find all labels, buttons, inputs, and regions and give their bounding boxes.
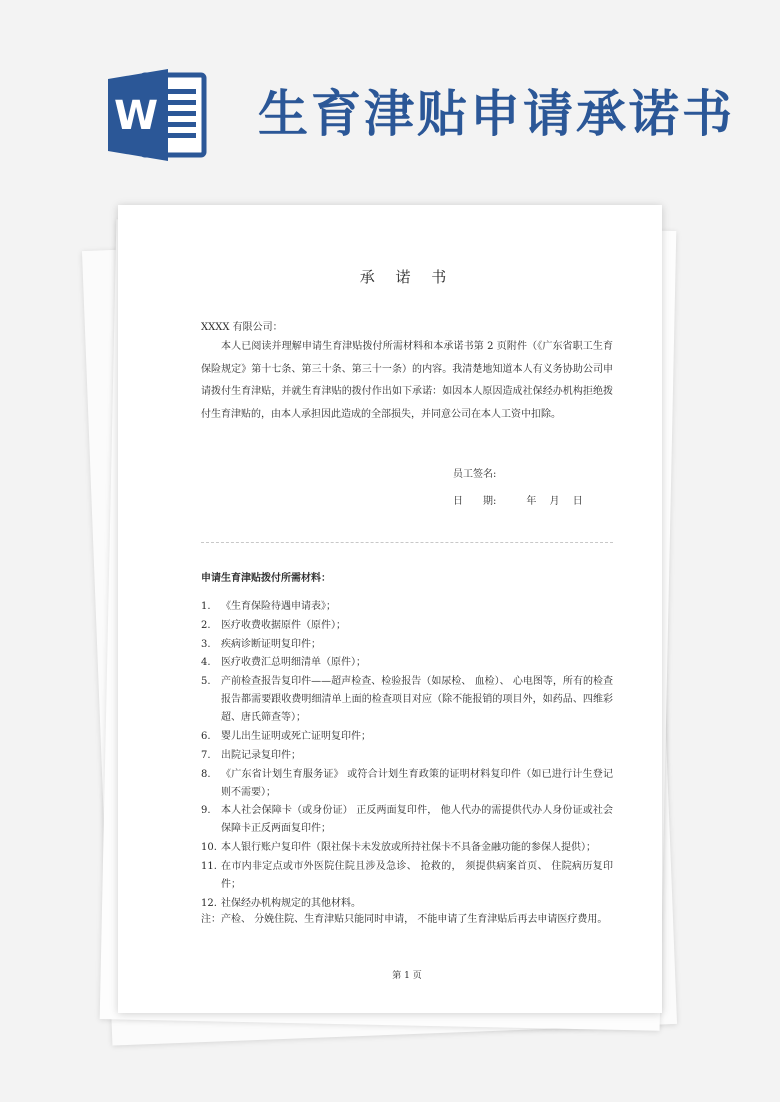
document-title: 承 诺 书 xyxy=(359,268,455,286)
list-item: 6. 婴儿出生证明或死亡证明复印件； xyxy=(201,730,371,742)
list-item: 8. 《广东省计划生育服务证》 或符合计划生育政策的证明材料复印件（如已进行计生登记则不需要）； xyxy=(201,768,613,798)
materials-heading: 申请生育津贴拨付所需材料： xyxy=(201,573,331,584)
addressee: XXXX 有限公司： xyxy=(201,322,283,333)
materials-list xyxy=(201,598,613,914)
list-item: 10. 本人银行账户复印件（限社保卡未发放或所持社保卡不具备金融功能的参保人提供）； xyxy=(201,842,596,854)
commitment-paragraph: 本人已阅读并理解申请生育津贴拨付所需材料和本承诺书第 2 页附件（《广东省职工生育保险规定》第十七条、第三十条、第三十一条）的内容。我清楚地知道本人有义务协助公司申请拨付生育津贴，并就生育津贴的拨付作出如下承诺：如因本人原因造成社保经办机构拒绝拨付生育津贴的，由本人承担因此造成的全部损失，并同意公司在本人工资中扣除。 xyxy=(201,341,613,420)
signature-block xyxy=(453,461,583,515)
word-document-icon xyxy=(108,69,208,161)
page-title: 生育津贴申请承诺书 xyxy=(258,85,735,143)
list-item: 3. 疾病诊断证明复印件； xyxy=(201,638,321,650)
list-item: 5. 产前检查报告复印件——超声检查、检验报告（如尿检、 血检）、 心电图等，所有的检查报告都需要跟收费明细清单上面的检查项目对应（除不能报销的项目外，如药品、四维彩超、唐氏筛查等）； xyxy=(201,676,613,724)
list-item: 9. 本人社会保障卡（或身份证） 正反两面复印件， 他人代办的需提供代办人身份证或社会保障卡正反两面复印件； xyxy=(201,805,613,835)
list-item: 11. 在市内非定点或市外医院住院且涉及急诊、 抢救的， 须提供病案首页、 住院病历复印件； xyxy=(201,860,613,890)
note: 注：产检、 分娩住院、生育津贴只能同时申请， 不能申请了生育津贴后再去申请医疗费用。 xyxy=(201,914,608,925)
list-item: 2. 医疗收费收据原件（原件）； xyxy=(201,619,346,631)
list-item: 12. 社保经办机构规定的其他材料。 xyxy=(201,897,361,909)
list-item: 7. 出院记录复印件； xyxy=(201,749,301,761)
page-number: 第 1 页 xyxy=(392,971,422,981)
list-item: 4. 医疗收费汇总明细清单（原件）； xyxy=(201,657,366,669)
list-item: 1. 《生育保险待遇申请表》； xyxy=(201,601,336,612)
divider xyxy=(201,542,613,543)
signature-label: 员工签名: xyxy=(453,469,497,480)
document-page xyxy=(118,205,662,1013)
date-line: 日 期: 年 月 日 xyxy=(453,496,583,507)
svg-text:W: W xyxy=(113,93,159,139)
